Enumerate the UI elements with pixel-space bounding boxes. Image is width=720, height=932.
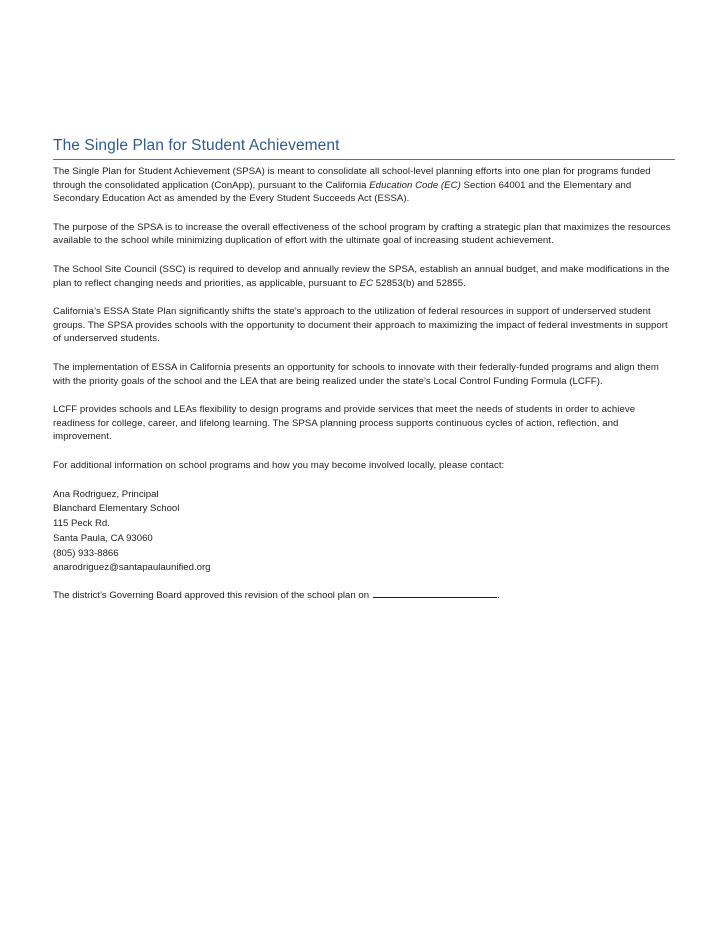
document-page	[53, 136, 675, 603]
paragraph-essa-state-plan: California’s ESSA State Plan significantly shifts the state’s approach to the utilization of federal resources in support of underserved student groups. The SPSA provides schools with the opportunity to document their approach to maximizing the impact of federal investments in support of underserved students.	[53, 306, 668, 345]
contact-block	[53, 488, 675, 577]
contact-phone: (805) 933-8866	[53, 547, 119, 559]
contact-name: Ana Rodriguez, Principal	[53, 488, 159, 500]
contact-street: 115 Peck Rd.	[53, 518, 110, 530]
contact-city: Santa Paula, CA 93060	[53, 532, 153, 544]
approval-date-blank	[373, 588, 497, 598]
paragraph-spsa-intro	[53, 165, 675, 206]
document-body	[53, 165, 675, 603]
paragraph-spsa-intro-part-2: Section 64001 and the Elementary and Secondary Education Act as amended by the Every Student Succeeds Act (ESSA).	[53, 179, 632, 205]
paragraph-spsa-intro-italic: Education Code (EC)	[369, 179, 461, 191]
paragraph-contact-intro: For additional information on school programs and how you may become involved locally, please contact:	[53, 459, 505, 471]
contact-email: anarodriguez@santapaulaunified.org	[53, 562, 211, 574]
paragraph-lcff: LCFF provides schools and LEAs flexibility to design programs and provide services that meet the needs of students in order to achieve readiness for college, career, and lifelong learning. The SPSA planning process supports continuous cycles of action, reflection, and improvement.	[53, 404, 636, 443]
contact-school: Blanchard Elementary School	[53, 503, 180, 515]
paragraph-ssc-italic: EC	[359, 277, 374, 289]
paragraph-essa-implementation: The implementation of ESSA in California presents an opportunity for schools to innovate with their federally-funded programs and align them with the priority goals of the school and the LEA that are being realized under the state’s Local Control Funding Formula (LCFF).	[53, 361, 659, 387]
approval-text: The district’s Governing Board approved this revision of the school plan on	[53, 590, 370, 602]
paragraph-ssc	[53, 263, 675, 290]
paragraph-ssc-part-2: 52853(b) and 52855.	[373, 277, 466, 289]
paragraph-ssc-part-1: The School Site Council (SSC) is required to develop and annually review the SPSA, establish an annual budget, and make modifications in the plan to reflect changing needs and priorities, as applicable, pursuant to	[53, 263, 670, 289]
paragraph-spsa-intro-part-1: The Single Plan for Student Achievement (SPSA) is meant to consolidate all school-level planning efforts into one plan for programs funded through the consolidated application (ConApp), pursuant to the California	[53, 166, 651, 191]
approval-end: .	[497, 590, 500, 602]
paragraph-purpose: The purpose of the SPSA is to increase the overall effectiveness of the school program by crafting a strategic plan that maximizes the resources available to the school while minimizing duplication of effort with the ultimate goal of increasing student achievement.	[53, 221, 671, 247]
approval-statement	[53, 588, 675, 603]
document-title: The Single Plan for Student Achievement	[53, 136, 675, 160]
